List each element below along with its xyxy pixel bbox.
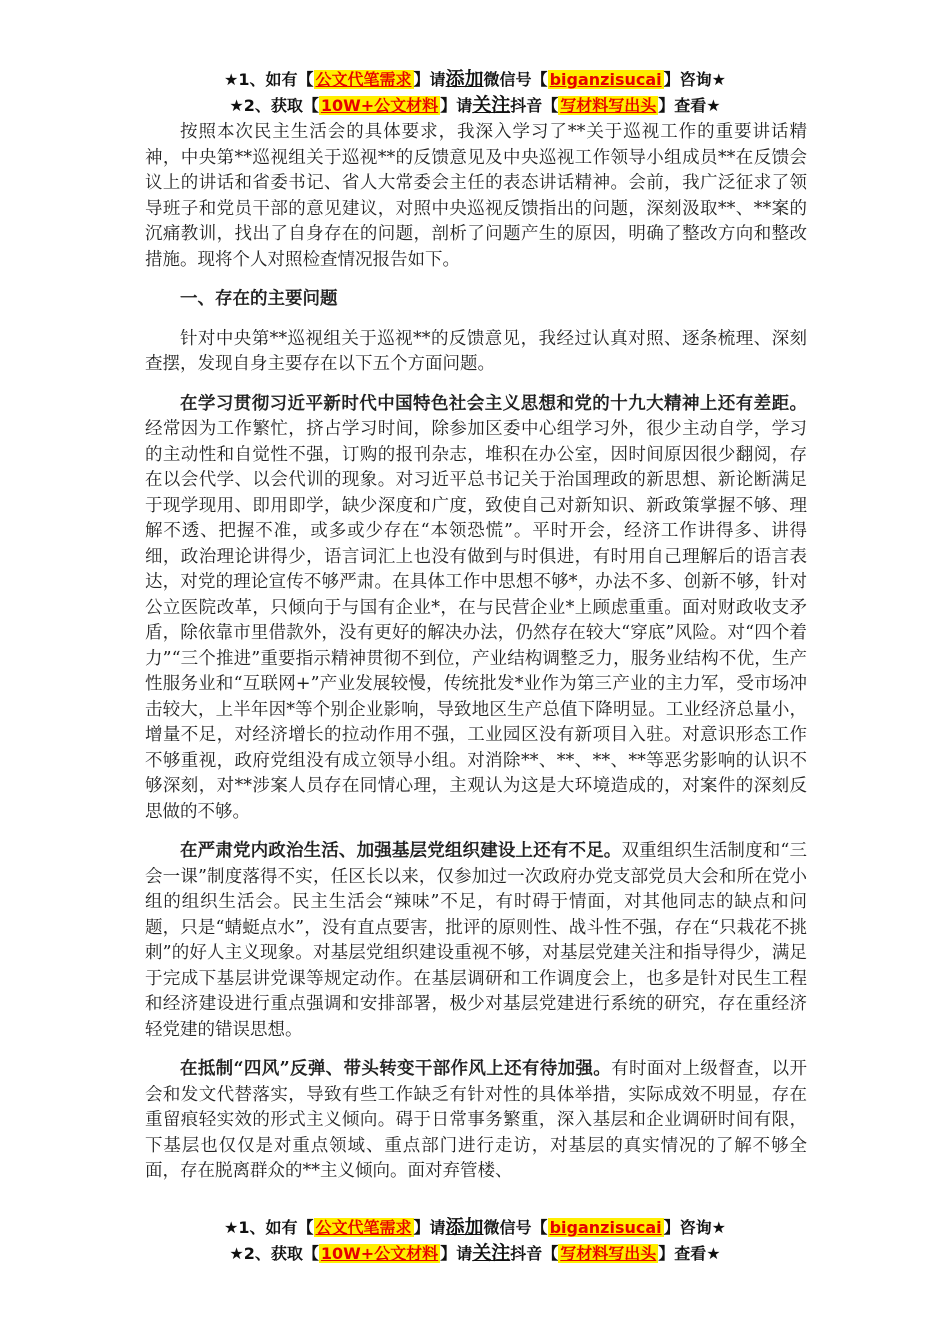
intro-paragraph: 按照本次民主生活会的具体要求，我深入学习了**关于巡视工作的重要讲话精神，中央第**巡视组关于巡视**的反馈意见及中央巡视工作领导小组成员**在反馈会议上的讲话和省委书记、省人大常委会主任的表态讲话精神。会前，我广泛征求了领导班子和党员干部的意见建议，对照中央巡视反馈指出的问题，深刻汲取**、**案的沉痛教训，找出了自身存在的问题，剖析了问题产生的原因，明确了整改方向和整改措施。现将个人对照检查情况报告如下。 xyxy=(145,122,807,270)
header-line1-highlight1: 公文代笔需求 xyxy=(315,70,412,89)
header-ad-line-2 xyxy=(0,94,950,117)
header-line2-prefix: ★2、获取【 xyxy=(229,96,319,115)
section-heading: 一、存在的主要问题 xyxy=(180,289,338,309)
header-line2-douyin-id: 写材料写出头 xyxy=(560,96,657,115)
footer-line2-douyin-id: 写材料写出头 xyxy=(560,1244,657,1263)
footer-line1-highlight1: 公文代笔需求 xyxy=(315,1218,412,1237)
problem-1-title: 在学习贯彻习近平新时代中国特色社会主义思想和党的十九大精神上还有差距。 xyxy=(180,393,807,414)
footer-ad-line-2 xyxy=(0,1242,950,1265)
footer-line1-wechat-id: biganzisucai xyxy=(549,1218,662,1237)
footer-line1-prefix: ★1、如有【 xyxy=(224,1218,314,1237)
problem-3-title: 在抵制“四风”反弹、带头转变干部作风上还有待加强。 xyxy=(180,1059,612,1079)
footer-line2-emphasis: 关注 xyxy=(472,1242,511,1264)
footer-line2-mid2: 抖音【 xyxy=(510,1244,559,1263)
problem-1-text: 经常因为工作繁忙，挤占学习时间，除参加区委中心组学习外，很少主动自学，学习的主动性和自觉性不强，订购的报刊杂志，堆积在办公室，因时间原因很少翻阅，存在以会代学、以会代训的现象。对习近平总书记关于治国理政的新思想、新论断满足于现学现用、即用即学，缺少深度和广度，致使自己对新知识、新政策掌握不够、理解不透、把握不准，或多或少存在“本领恐慌”。平时开会，经济工作讲得多、讲得细，政治理论讲得少，语言词汇上也没有做到与时俱进，有时用自己理解后的语言表达，对党的理论宣传不够严肃。在具体工作中思想不够*，办法不多、创新不够，针对公立医院改革，只倾向于与国有企业*，在与民营企业*上顾虑重重。面对财政收支矛盾，除依靠市里借款外，没有更好的解决办法，仍然存在较大“穿底”风险。对“四个着力”“三个推进”重要指示精神贯彻不到位，产业结构调整乏力，服务业结构不优，生产性服务业和“互联网+”产业发展较慢，传统批发*业作为第三产业的主力军，受市场冲击较大，上半年因*等个别企业影响，导致地区生产总值下降明显。工业经济总量小，增量不足，对经济增长的拉动作用不强，工业园区没有新项目入驻。对意识形态工作不够重视，政府党组没有成立领导小组。对消除**、**、**、**等恶劣影响的认识不够深刻，对**涉案人员存在同情心理，主观认为这是大环境造成的，对案件的深刻反思做的不够。 xyxy=(145,419,807,822)
footer-line2-highlight1: 10W+公文材料 xyxy=(320,1244,439,1263)
header-line1-emphasis: 添加 xyxy=(445,68,484,90)
header-line2-suffix: 】查看★ xyxy=(658,96,721,115)
problem-paragraph-1 xyxy=(145,392,807,826)
problem-2-text: 双重组织生活制度和“三会一课”制度落得不实，任区长以来，仅参加过一次政府办党支部党员大会和所在党小组的组织生活会。民主生活会“辣味”不足，有时碍于情面，对其他同志的缺点和问题，只是“蜻蜓点水”，没有直点要害，批评的原则性、战斗性不强，存在“只栽花不挑刺”的好人主义现象。对基层党组织建设重视不够，对基层党建关注和指导得少，满足于完成下基层讲党课等规定动作。在基层调研和工作调度会上，也多是针对民生工程和经济建设进行重点强调和安排部署，极少对基层党建进行系统的研究，存在重经济轻党建的错误思想。 xyxy=(145,841,807,1040)
footer-line2-suffix: 】查看★ xyxy=(658,1244,721,1263)
footer-line1-suffix: 】咨询★ xyxy=(663,1218,726,1237)
footer-ad-line-1 xyxy=(0,1216,950,1239)
problem-paragraph-2 xyxy=(145,839,807,1043)
section-intro-paragraph: 针对中央第**巡视组关于巡视**的反馈意见，我经过认真对照、逐条梳理、深刻查摆，发现自身主要存在以下五个方面问题。 xyxy=(145,328,807,374)
header-line2-mid2: 抖音【 xyxy=(510,96,559,115)
header-line1-wechat-id: biganzisucai xyxy=(549,70,662,89)
header-ad-line-1 xyxy=(0,68,950,91)
problem-2-title: 在严肃党内政治生活、加强基层党组织建设上还有不足。 xyxy=(180,841,622,861)
footer-line2-prefix: ★2、获取【 xyxy=(229,1244,319,1263)
header-line1-prefix: ★1、如有【 xyxy=(224,70,314,89)
footer-line2-mid1: 】请 xyxy=(440,1244,473,1263)
header-line1-suffix: 】咨询★ xyxy=(663,70,726,89)
problem-paragraph-3 xyxy=(145,1057,807,1185)
header-line2-emphasis: 关注 xyxy=(472,94,511,116)
header-line1-mid1: 】请 xyxy=(413,70,446,89)
footer-line1-mid2: 微信号【 xyxy=(483,1218,548,1237)
problem-3-text: 有时面对上级督查，以开会和发文代替落实，导致有些工作缺乏有针对性的具体举措，实际成效不明显，存在重留痕轻实效的形式主义倾向。碍于日常事务繁重，深入基层和企业调研时间有限，下基层也仅仅是对重点领域、重点部门进行走访，对基层的真实情况的了解不够全面，存在脱离群众的**主义倾向。面对弃管楼、 xyxy=(145,1059,807,1181)
document-body xyxy=(145,120,807,1185)
header-line2-highlight1: 10W+公文材料 xyxy=(320,96,439,115)
header-line2-mid1: 】请 xyxy=(440,96,473,115)
footer-line1-emphasis: 添加 xyxy=(445,1216,484,1238)
header-line1-mid2: 微信号【 xyxy=(483,70,548,89)
footer-line1-mid1: 】请 xyxy=(413,1218,446,1237)
